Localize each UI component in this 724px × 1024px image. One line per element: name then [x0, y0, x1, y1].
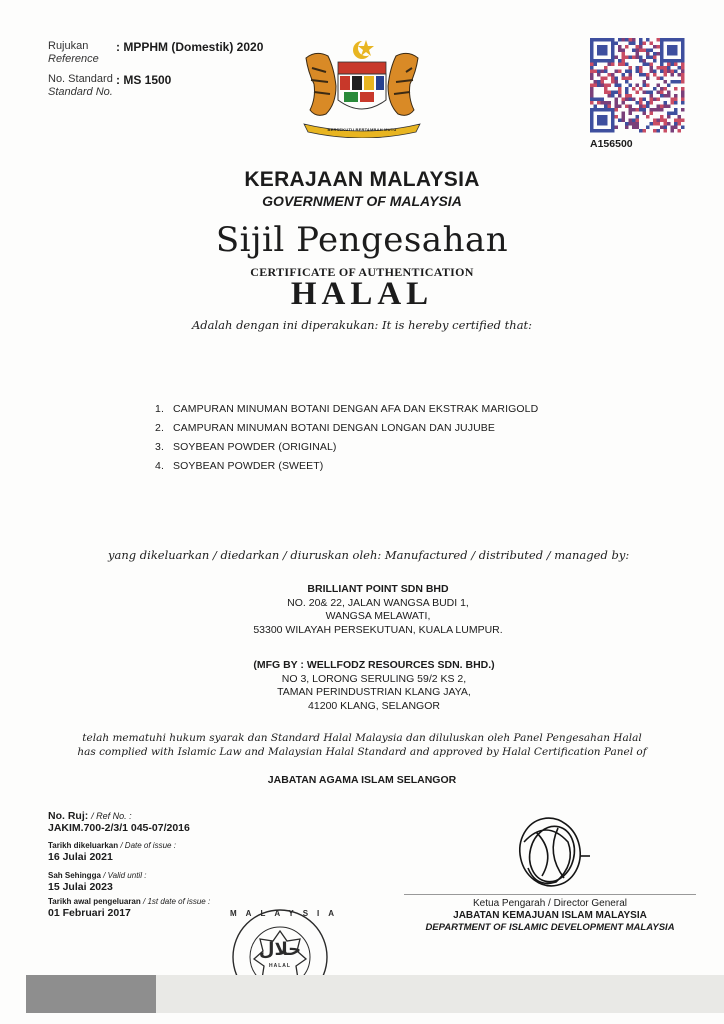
- crest-motto: BERSEKUTU BERTAMBAH MUTU: [327, 127, 397, 132]
- first-issue-block: Tarikh awal pengeluaran / 1st date of issue : 01 Februari 2017: [48, 897, 211, 919]
- certified-statement: Adalah dengan ini diperakukan: It is hereby certified that:: [191, 318, 533, 332]
- issue-date-block: Tarikh dikeluarkan / Date of issue : 16 Julai 2021: [48, 841, 176, 863]
- list-item: 4. SOYBEAN POWDER (SWEET): [155, 460, 324, 472]
- company-name: BRILLIANT POINT SDN BHD: [307, 583, 449, 595]
- certificate-title-ms: Sijil Pengesahan: [215, 220, 509, 260]
- list-item: 1. CAMPURAN MINUMAN BOTANI DENGAN AFA DAN EKSTRAK MARIGOLD: [155, 403, 539, 415]
- manufacturer-address-line: NO 3, LORONG SERULING 59/2 KS 2,: [281, 672, 467, 685]
- valid-until-block: Sah Sehingga / Valid until : 15 Julai 2023: [48, 871, 147, 893]
- manufacturer-address-line: TAMAN PERINDUSTRIAN KLANG JAYA,: [277, 686, 471, 698]
- reference-number-block: No. Ruj: / Ref No. : JAKIM.700-2/3/1 045-07/2016: [48, 810, 190, 834]
- standard-value: : MS 1500: [116, 73, 172, 87]
- reference-number: JAKIM.700-2/3/1 045-07/2016: [48, 822, 190, 834]
- issue-date: 16 Julai 2021: [48, 851, 113, 863]
- company-block: [16, 583, 724, 637]
- compliance-statement: telah mematuhi hukum syarak dan Standard Halal Malaysia dan diluluskan oleh Panel Pengesahan Halal has complied with Islamic Law and Malaysian Halal Standard and approved by Halal Certification Panel of: [77, 732, 647, 758]
- manufacturer-name: (MFG BY : WELLFODZ RESOURCES SDN. BHD.): [253, 659, 495, 671]
- product-list: [155, 400, 538, 476]
- list-item: 2. CAMPURAN MINUMAN BOTANI DENGAN LONGAN DAN JUJUBE: [155, 422, 495, 434]
- list-item: 3. SOYBEAN POWDER (ORIGINAL): [155, 441, 337, 453]
- signatory-department-ms: JABATAN KEMAJUAN ISLAM MALAYSIA: [453, 910, 647, 921]
- halal-logo-center-text: HALAL: [269, 963, 291, 969]
- standard-label: No. Standard Standard No.: [48, 73, 113, 98]
- company-address-line: 53300 WILAYAH PERSEKUTUAN, KUALA LUMPUR.: [253, 623, 503, 636]
- reference-value: : MPPHM (Domestik) 2020: [116, 40, 264, 54]
- scan-redaction-bar: [26, 975, 156, 1013]
- scan-bottom-band: [156, 975, 724, 1013]
- certifying-authority: JABATAN AGAMA ISLAM SELANGOR: [267, 774, 457, 786]
- government-title-ms: KERAJAAN MALAYSIA: [244, 168, 480, 191]
- certificate-title-en: CERTIFICATE OF AUTHENTICATION: [250, 265, 474, 279]
- halal-logo-arabic: حلال: [258, 939, 302, 960]
- government-title-en: GOVERNMENT OF MALAYSIA: [262, 193, 462, 209]
- signatory-title: Ketua Pengarah / Director General: [473, 898, 627, 909]
- company-address-line: NO. 20& 22, JALAN WANGSA BUDI 1,: [287, 596, 469, 609]
- issued-by-statement: yang dikeluarkan / diedarkan / diuruskan oleh: Manufactured / distributed / managed by:: [108, 548, 630, 562]
- halal-logo-ring-text: MALAYSIA: [230, 909, 344, 918]
- valid-until-date: 15 Julai 2023: [48, 881, 113, 893]
- first-issue-date: 01 Februari 2017: [48, 907, 131, 919]
- company-address-line: WANGSA MELAWATI,: [325, 610, 431, 622]
- coat-of-arms-emblem: [296, 38, 428, 138]
- signature-line: [404, 894, 696, 895]
- signature-mark: [506, 812, 598, 894]
- halal-title: HALAL: [290, 276, 434, 312]
- manufacturer-block: [12, 659, 724, 713]
- manufacturer-address-line: 41200 KLANG, SELANGOR: [308, 699, 440, 712]
- signatory-department-en: DEPARTMENT OF ISLAMIC DEVELOPMENT MALAYSIA: [425, 922, 675, 933]
- reference-label: Rujukan Reference: [48, 40, 99, 65]
- qr-code: [590, 38, 688, 134]
- serial-number: A156500: [590, 138, 633, 150]
